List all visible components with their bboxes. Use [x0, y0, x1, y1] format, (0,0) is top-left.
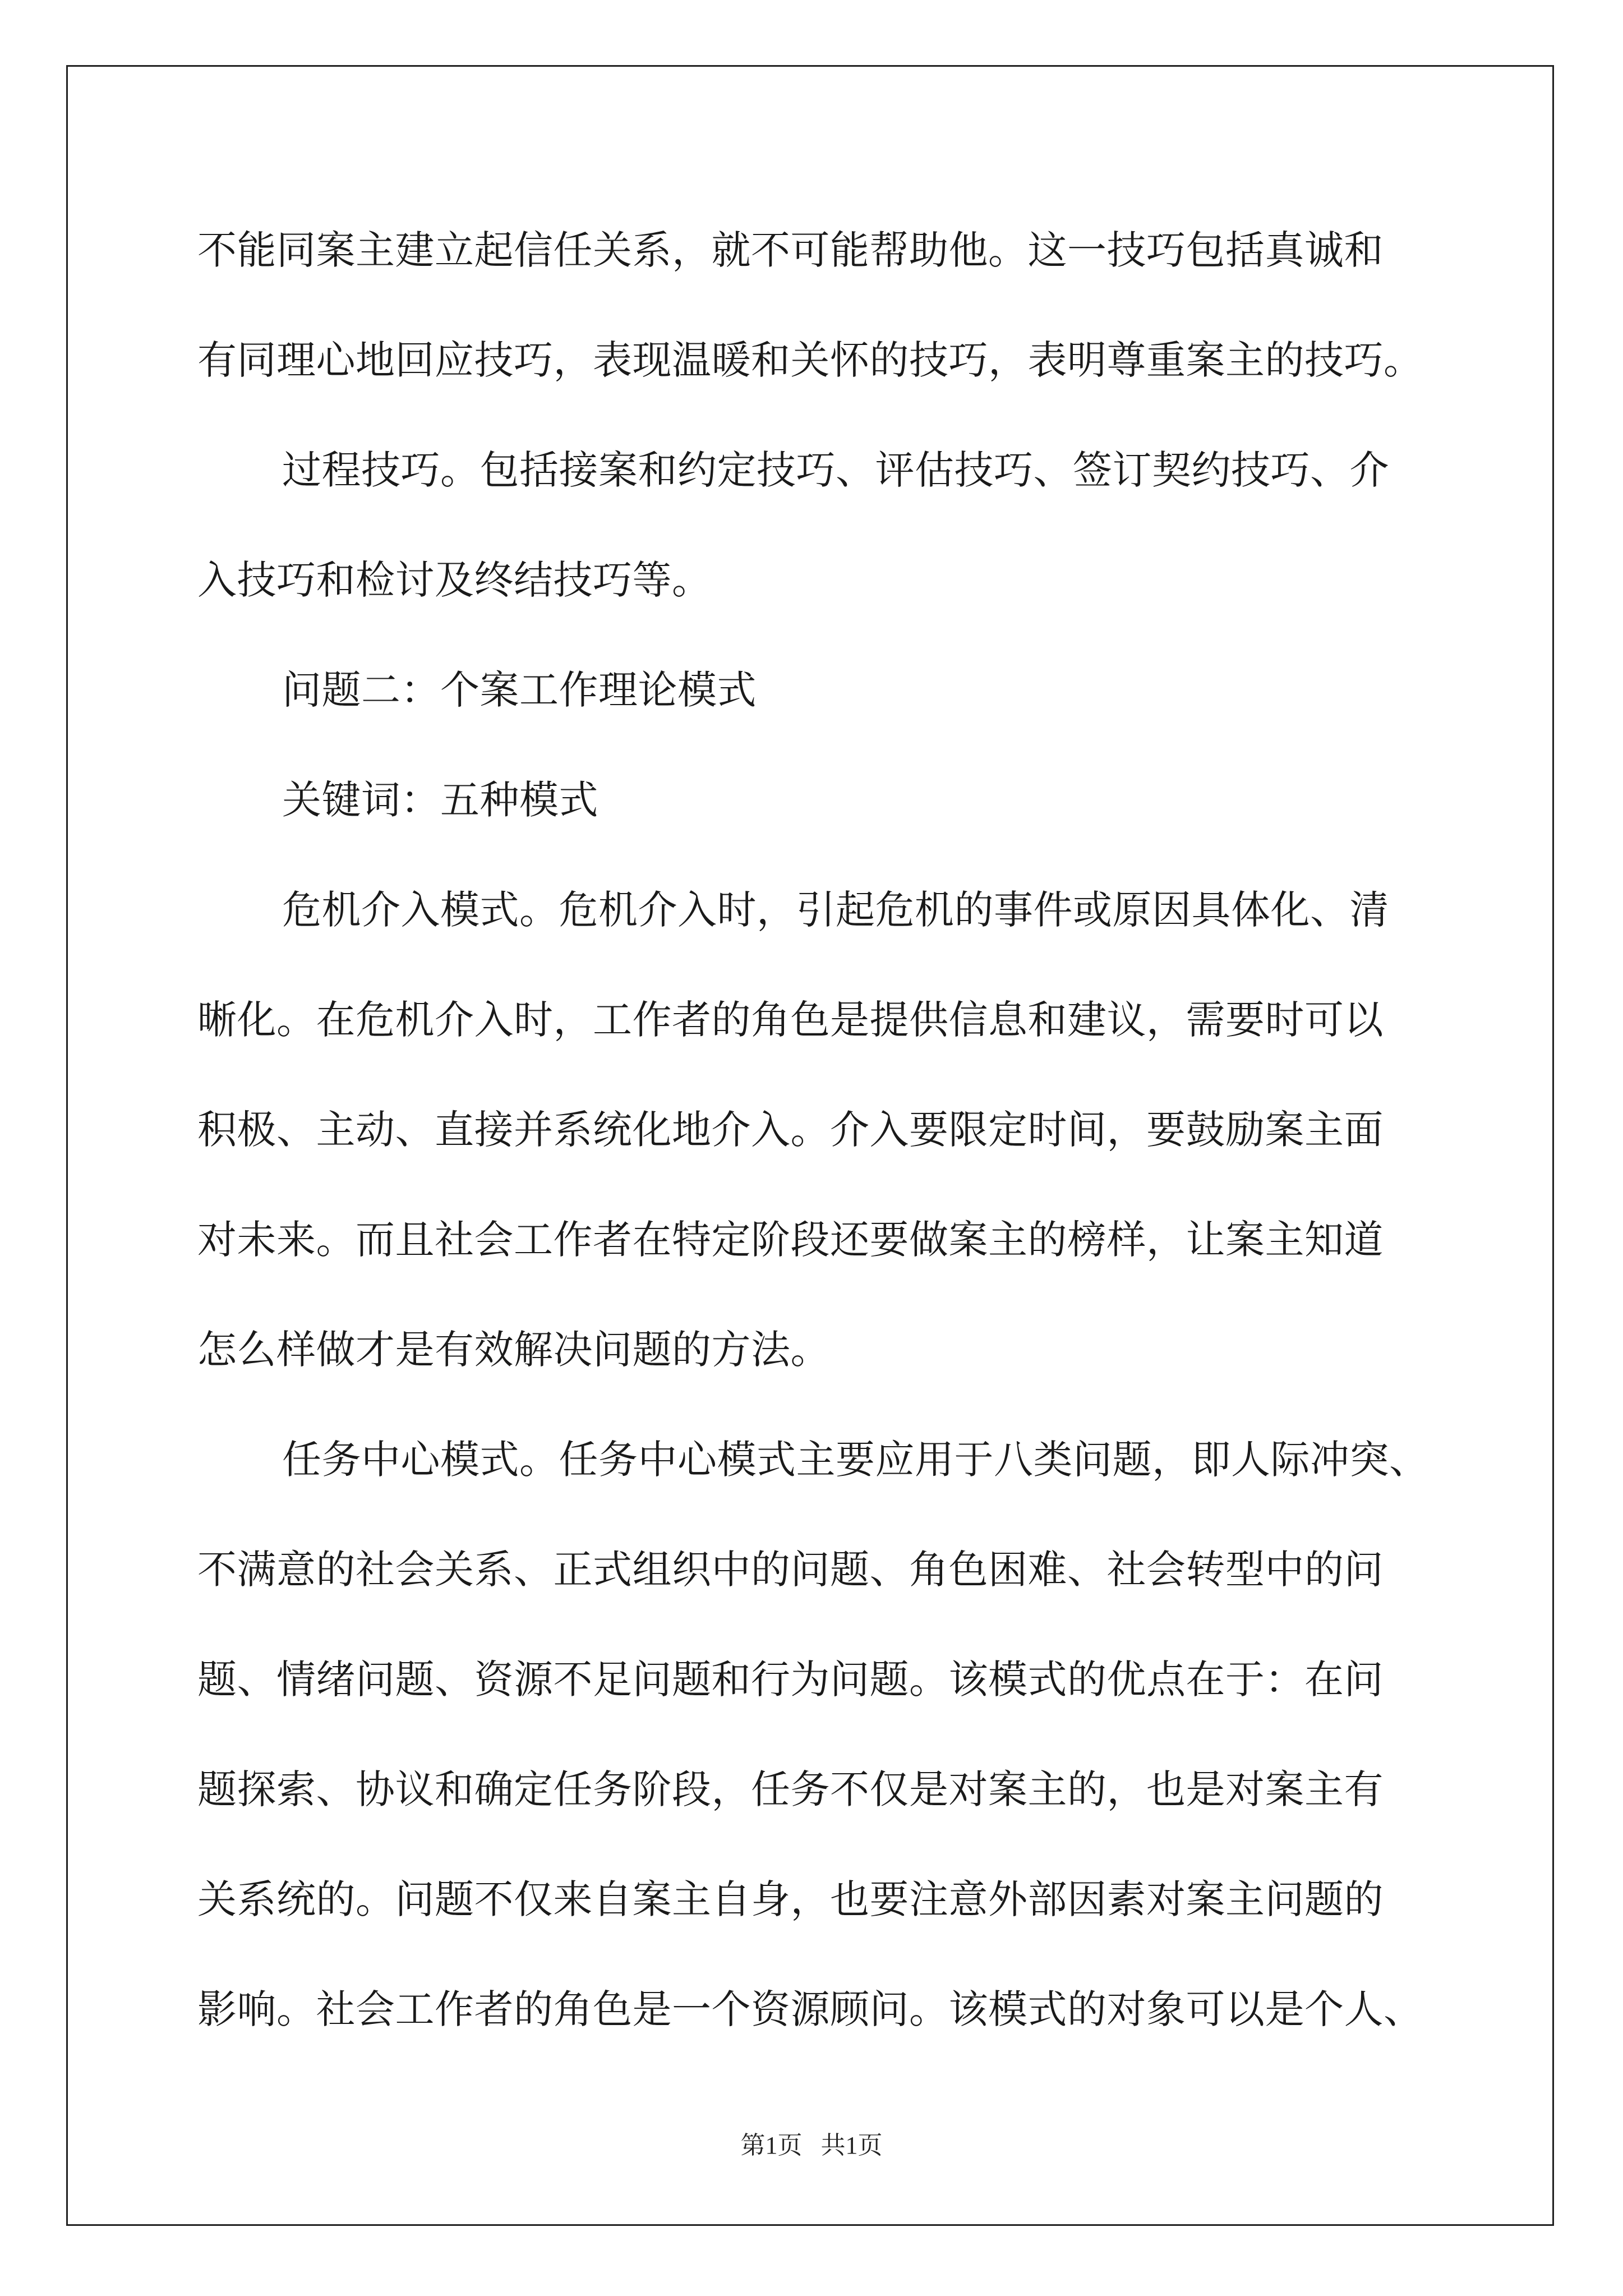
- text-line: 题探索、协议和确定任务阶段，任务不仅是对案主的，也是对案主有: [197, 1766, 1384, 1812]
- text-line: 怎么样做才是有效解决问题的方法。: [197, 1327, 830, 1373]
- section-heading: 问题二：个案工作理论模式: [282, 667, 757, 713]
- text-line: 影响。社会工作者的角色是一个资源顾问。该模式的对象可以是个人、: [197, 1986, 1423, 2032]
- text-line: 关系统的。问题不仅来自案主自身，也要注意外部因素对案主问题的: [197, 1876, 1384, 1922]
- text-line: 不能同案主建立起信任关系，就不可能帮助他。这一技巧包括真诚和: [197, 227, 1384, 273]
- text-line: 题、情绪问题、资源不足问题和行为问题。该模式的优点在于：在问: [197, 1657, 1384, 1703]
- text-line: 任务中心模式。任务中心模式主要应用于八类问题，即人际冲突、: [282, 1437, 1429, 1483]
- keywords-line: 关键词：五种模式: [282, 777, 598, 823]
- text-line: 入技巧和检讨及终结技巧等。: [197, 557, 712, 603]
- text-line: 危机介入模式。危机介入时，引起危机的事件或原因具体化、清: [282, 887, 1389, 933]
- text-line: 不满意的社会关系、正式组织中的问题、角色困难、社会转型中的问: [197, 1547, 1384, 1593]
- text-line: 过程技巧。包括接案和约定技巧、评估技巧、签订契约技巧、介: [282, 447, 1389, 493]
- text-line: 有同理心地回应技巧，表现温暖和关怀的技巧，表明尊重案主的技巧。: [197, 337, 1423, 383]
- document-body: [197, 195, 1431, 2064]
- text-line: 对未来。而且社会工作者在特定阶段还要做案主的榜样，让案主知道: [197, 1217, 1384, 1263]
- page-footer: 第1页 共1页: [740, 2132, 883, 2159]
- text-line: 积极、主动、直接并系统化地介入。介入要限定时间，要鼓励案主面: [197, 1107, 1384, 1153]
- text-line: 晰化。在危机介入时，工作者的角色是提供信息和建议，需要时可以: [197, 997, 1384, 1043]
